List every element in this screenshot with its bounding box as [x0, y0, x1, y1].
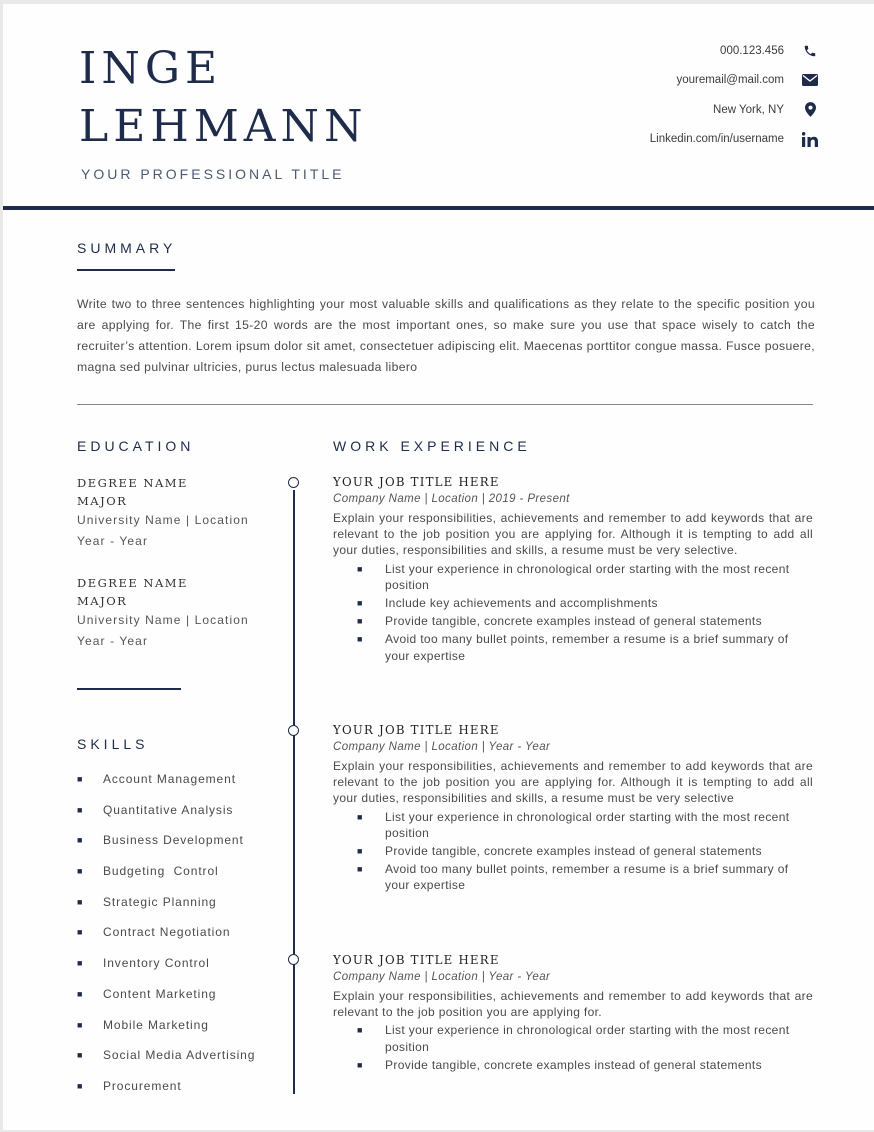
bullet-icon: ■ — [357, 1059, 363, 1070]
job-bullets — [357, 1022, 813, 1073]
bullet-icon: ■ — [77, 866, 84, 877]
job-title: YOUR JOB TITLE HERE — [333, 723, 500, 737]
education-years: Year - Year — [77, 534, 149, 548]
bullet-icon: ■ — [77, 927, 84, 938]
job-bullet: ■ List your experience in chronological order starting with the most recent position — [357, 561, 790, 592]
bullet-icon: ■ — [357, 811, 363, 822]
skill-item: ■ Content Marketing — [77, 986, 217, 1001]
timeline-dot — [288, 954, 299, 965]
summary-underline — [77, 269, 175, 271]
skill-item: ■ Inventory Control — [77, 956, 210, 971]
location-pin-icon — [800, 101, 820, 119]
job-company-meta: Company Name | Location | Year - Year — [333, 971, 551, 983]
bullet-icon: ■ — [77, 1050, 84, 1061]
phone-icon — [800, 42, 820, 60]
bullet-icon: ■ — [77, 804, 84, 815]
work-experience-heading: WORK EXPERIENCE — [333, 438, 531, 454]
bullet-icon: ■ — [77, 896, 84, 907]
email-text: youremail@mail.com — [676, 74, 784, 87]
degree-name: DEGREE NAME — [77, 476, 188, 490]
skill-item: ■ Contract Negotiation — [77, 925, 231, 940]
degree-name: DEGREE NAME — [77, 576, 188, 590]
mail-icon — [800, 71, 820, 89]
job-bullets — [357, 809, 813, 894]
summary-divider — [77, 404, 813, 405]
skill-item: ■ Account Management — [77, 772, 236, 786]
phone-text: 000.123.456 — [720, 44, 784, 57]
job-entry — [333, 722, 813, 894]
contact-phone — [520, 36, 820, 66]
bullet-icon: ■ — [77, 1019, 84, 1030]
contact-email — [520, 66, 820, 96]
job-description: Explain your responsibilities, achievements and remember to add keywords that are relevant to the job position you are applying for. — [333, 989, 813, 1020]
bullet-icon: ■ — [77, 958, 84, 969]
university-location: University Name | Location — [77, 513, 249, 527]
first-name: INGE — [79, 43, 223, 94]
timeline-line — [293, 490, 295, 1094]
skill-item: ■ Budgeting Control — [77, 864, 219, 879]
linkedin-text: Linkedin.com/in/username — [649, 133, 784, 146]
education-heading: EDUCATION — [77, 438, 195, 454]
header-divider — [3, 206, 874, 210]
education-entry — [77, 474, 287, 552]
bullet-icon: ■ — [77, 835, 84, 846]
bullet-icon: ■ — [357, 616, 363, 627]
job-bullet: ■ List your experience in chronological order starting with the most recent position — [357, 1023, 790, 1054]
job-bullet: ■ List your experience in chronological order starting with the most recent position — [357, 809, 790, 840]
job-entry — [333, 474, 813, 664]
timeline-dot — [288, 477, 299, 488]
education-years: Year - Year — [77, 634, 149, 648]
skill-item: ■ Mobile Marketing — [77, 1017, 209, 1032]
bullet-icon: ■ — [357, 634, 363, 645]
skills-heading: SKILLS — [77, 736, 149, 752]
job-bullet: ■ Avoid too many bullet points, remember a resume is a brief summary of your expertise — [357, 862, 789, 893]
bullet-icon: ■ — [357, 563, 363, 574]
skill-item: ■ Procurement — [77, 1078, 182, 1093]
job-company-meta: Company Name | Location | Year - Year — [333, 741, 551, 753]
bullet-icon: ■ — [357, 846, 363, 857]
skill-item: ■ Strategic Planning — [77, 894, 217, 909]
contact-linkedin — [520, 125, 820, 155]
job-bullet: ■ Include key achievements and accomplishments — [357, 596, 658, 611]
skill-item: ■ Quantitative Analysis — [77, 802, 234, 817]
linkedin-icon — [800, 130, 820, 148]
bullet-icon: ■ — [357, 864, 363, 875]
skill-item: ■ Business Development — [77, 833, 244, 848]
degree-major: MAJOR — [77, 594, 128, 608]
contact-block — [520, 36, 820, 154]
job-company-meta: Company Name | Location | 2019 - Present — [333, 493, 570, 505]
job-bullet: ■ Provide tangible, concrete examples instead of general statements — [357, 614, 762, 629]
summary-heading: SUMMARY — [77, 240, 177, 256]
job-bullets — [357, 561, 813, 664]
job-title: YOUR JOB TITLE HERE — [333, 953, 500, 967]
resume-page — [3, 4, 874, 1130]
education-entry — [77, 574, 287, 652]
skills-list — [77, 771, 287, 1109]
professional-title: YOUR PROFESSIONAL TITLE — [81, 166, 345, 182]
university-location: University Name | Location — [77, 613, 249, 627]
job-bullet: ■ Provide tangible, concrete examples instead of general statements — [357, 844, 762, 859]
bullet-icon: ■ — [77, 988, 84, 999]
bullet-icon: ■ — [357, 598, 363, 609]
last-name: LEHMANN — [79, 101, 368, 152]
job-bullet: ■ Provide tangible, concrete examples instead of general statements — [357, 1057, 762, 1072]
contact-location — [520, 95, 820, 125]
bullet-icon: ■ — [357, 1025, 363, 1036]
skill-item: ■ Social Media Advertising — [77, 1048, 256, 1063]
job-title: YOUR JOB TITLE HERE — [333, 475, 500, 489]
location-text: New York, NY — [713, 103, 784, 116]
job-description: Explain your responsibilities, achievements and remember to add keywords that are relevant to the job position you are applying for. Although it is tempting to add all your duties, responsibilities and skills, a resume must be very selective — [333, 759, 813, 806]
education-divider — [77, 688, 181, 690]
job-bullet: ■ Avoid too many bullet points, remember a resume is a brief summary of your expertise — [357, 632, 789, 663]
job-description: Explain your responsibilities, achievements and remember to add keywords that are relevant to the job position you are applying for. Although it is tempting to add all your duties, responsibilities and skills, a resume must be very selective. — [333, 511, 813, 558]
bullet-icon: ■ — [77, 1080, 84, 1091]
degree-major: MAJOR — [77, 494, 128, 508]
timeline-dot — [288, 725, 299, 736]
summary-text: Write two to three sentences highlighting your most valuable skills and qualifications as they relate to the specific position you are applying for. The first 15-20 words are the most important ones, so make sure you use that space wisely to catch the recruiter’s attention. Lorem ipsum dolor sit amet, consectetuer adipiscing elit. Maecenas porttitor congue massa. Fusce posuere, magna sed pulvinar ultricies, purus lectus malesuada libero — [77, 297, 815, 374]
job-entry — [333, 952, 813, 1073]
candidate-name — [79, 40, 368, 156]
bullet-icon: ■ — [77, 774, 84, 784]
